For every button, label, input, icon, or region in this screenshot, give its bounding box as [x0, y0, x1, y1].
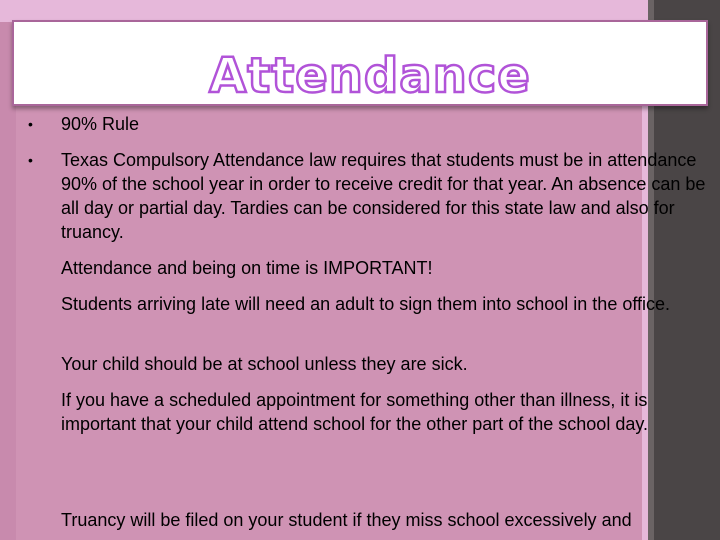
bullet-text: Texas Compulsory Attendance law requires that students must be in attendance 90% of the school year in order to receive credit for that year. An absence can be all day or partial day. Tardies can be considered for this state law and also for truancy.: [61, 150, 706, 242]
paragraph: Truancy will be filed on your student if they miss school excessively and: [61, 510, 632, 530]
bullet-marker: •: [28, 152, 33, 168]
paragraph: Attendance and being on time is IMPORTANT!: [61, 258, 433, 278]
paragraph: If you have a scheduled appointment for something other than illness, it is important that your child attend school for the other part of the school day.: [61, 390, 649, 434]
slide-title: Attendance: [209, 48, 531, 104]
paragraph: Your child should be at school unless they are sick.: [61, 354, 468, 374]
bullet-text: 90% Rule: [61, 114, 140, 134]
paragraph: Students arriving late will need an adult to sign them into school in the office.: [61, 294, 671, 314]
bullet-marker: •: [28, 116, 33, 132]
